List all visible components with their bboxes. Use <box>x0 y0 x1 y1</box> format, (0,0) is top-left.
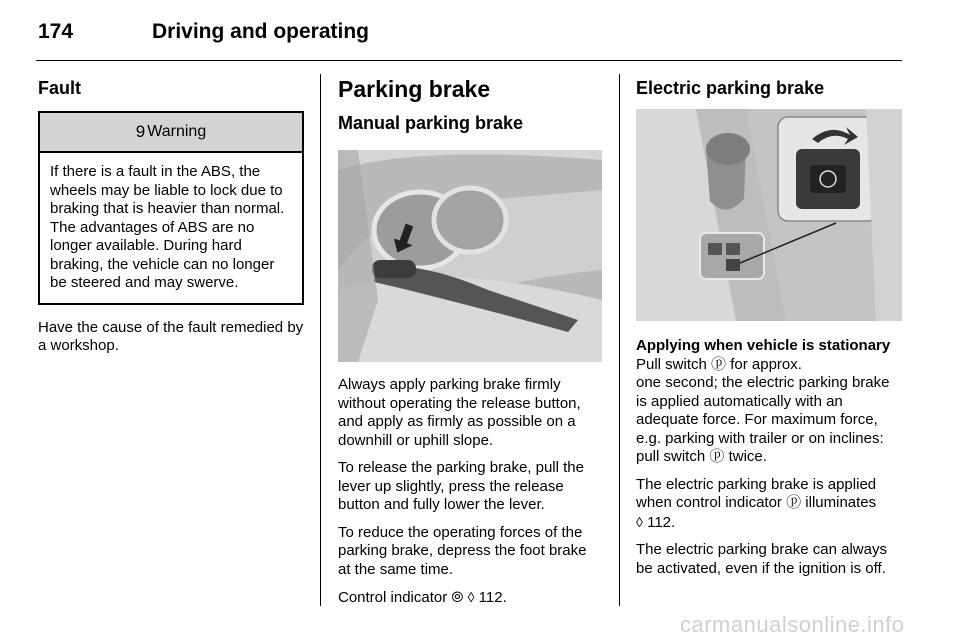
manual-brake-text-2: To release the parking brake, pull the lever up slightly, press the release button and fully lower the lever. <box>338 459 584 513</box>
manual-brake-subheading: Manual parking brake <box>338 113 524 133</box>
page-reference-icon: ◊ <box>467 589 475 605</box>
electric-brake-heading: Electric parking brake <box>636 78 825 98</box>
manual-brake-illustration <box>338 150 602 362</box>
parking-brake-icon: ⓟ <box>711 355 727 373</box>
header-rule <box>36 60 902 61</box>
warning-header <box>40 113 302 153</box>
column-divider <box>320 74 321 606</box>
warning-title: Warning <box>147 123 207 140</box>
control-indicator-label: Control indicator <box>338 589 448 606</box>
approx-text: for approx. <box>730 355 802 373</box>
control-indicator-ref: 112. <box>478 589 507 606</box>
indicator-ref: 112. <box>647 513 676 531</box>
warning-box <box>38 111 304 305</box>
parking-brake-icon: ⓟ <box>786 494 802 511</box>
electric-text-2 <box>636 476 902 533</box>
parking-brake-heading: Parking brake <box>338 76 491 102</box>
brake-indicator-icon: ⦾ <box>451 589 464 606</box>
electric-text-1a <box>636 356 902 375</box>
electric-brake-illustration <box>636 109 902 321</box>
twice-text: twice. <box>728 448 767 465</box>
parking-brake-column <box>338 74 602 617</box>
warning-triangle-icon: 9 <box>135 122 146 141</box>
watermark: carmanualsonline.info <box>680 612 905 637</box>
page-header <box>36 14 902 54</box>
control-indicator-line <box>338 588 602 608</box>
page-number: 174 <box>38 20 74 43</box>
manual-brake-text-3: To reduce the operating forces of the parking brake, depress the foot brake at the same time. <box>338 523 587 578</box>
electric-brake-column <box>636 74 902 587</box>
page-reference-icon: ◊ <box>636 513 643 530</box>
manual-brake-text-1: Always apply parking brake firmly without operating the release button, and apply as firmly as possible on a downhill or uphill slope. <box>338 376 581 449</box>
column-divider <box>619 74 620 606</box>
warning-text: If there is a fault in the ABS, the wheels may be liable to lock due to braking that is heavier than normal. The advantages of ABS are no longer available. During hard braking, the vehicle can no longer be steered and may swerve. <box>50 163 285 291</box>
applying-subheading: Applying when vehicle is stationary <box>636 337 891 354</box>
electric-text-3: The electric parking brake can always be activated, even if the ignition is off. <box>636 541 887 577</box>
indicator-text: The electric parking brake is applied when control indicator <box>636 475 877 511</box>
switch-text: Pull switch <box>636 355 707 373</box>
fault-column <box>38 74 304 365</box>
parking-brake-icon: ⓟ <box>709 448 725 465</box>
electric-text-1 <box>636 374 902 467</box>
illuminates-text: illuminates <box>805 494 877 511</box>
chapter-title: Driving and operating <box>152 20 370 43</box>
fault-heading: Fault <box>38 78 81 98</box>
applied-text: one second; the electric parking brake is applied automatically with an adequate force. For maximum force, e.g. parking with trailer or on inclines: pull switch <box>636 374 890 465</box>
fault-remedy-text: Have the cause of the fault remedied by a workshop. <box>38 318 304 354</box>
